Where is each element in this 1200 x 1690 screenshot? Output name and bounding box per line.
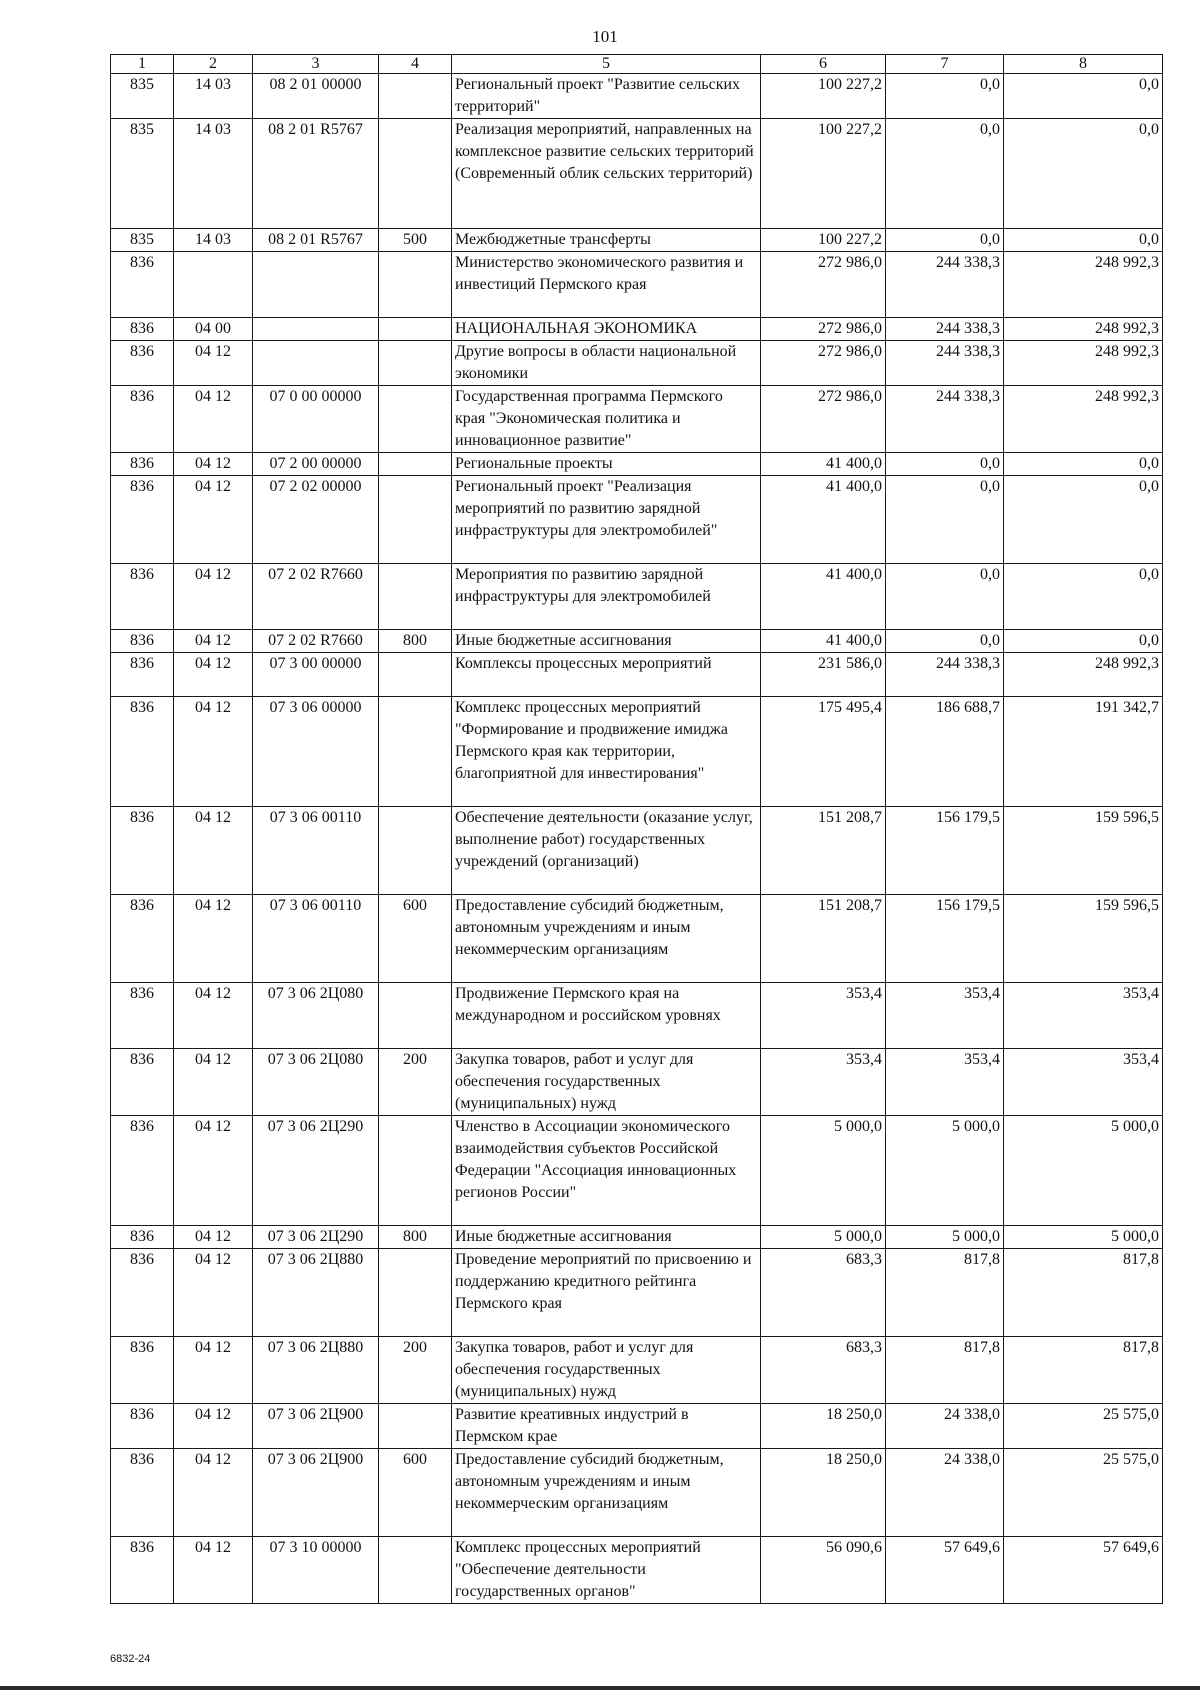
cell-amount-col6: 272 986,0 [761, 318, 886, 341]
table-row [111, 1249, 1163, 1337]
cell-description: Государственная программа Пермского края "Экономическая политика и инновационное развитие" [452, 386, 761, 453]
cell-amount-col7: 244 338,3 [886, 318, 1004, 341]
cell-target-article: 07 3 06 2Ц900 [253, 1404, 379, 1449]
table-row [111, 653, 1163, 697]
cell-section-code: 14 03 [174, 74, 253, 119]
cell-expense-type [379, 453, 452, 476]
cell-admin-code: 835 [111, 74, 174, 119]
cell-amount-col6: 41 400,0 [761, 453, 886, 476]
cell-expense-type [379, 1249, 452, 1337]
cell-amount-col6: 272 986,0 [761, 252, 886, 318]
cell-expense-type [379, 1116, 452, 1226]
table-body [111, 74, 1163, 1604]
cell-amount-col8: 0,0 [1004, 74, 1163, 119]
cell-expense-type [379, 74, 452, 119]
cell-description: Иные бюджетные ассигнования [452, 630, 761, 653]
cell-target-article: 07 3 06 2Ц080 [253, 983, 379, 1049]
cell-amount-col8: 159 596,5 [1004, 807, 1163, 895]
cell-admin-code: 836 [111, 252, 174, 318]
cell-target-article: 08 2 01 R5767 [253, 119, 379, 229]
column-header-3: 3 [253, 55, 379, 74]
table-row [111, 1404, 1163, 1449]
cell-amount-col7: 186 688,7 [886, 697, 1004, 807]
cell-amount-col8: 248 992,3 [1004, 318, 1163, 341]
cell-admin-code: 836 [111, 386, 174, 453]
cell-amount-col8: 5 000,0 [1004, 1226, 1163, 1249]
cell-description: Развитие креативных индустрий в Пермском крае [452, 1404, 761, 1449]
cell-amount-col7: 244 338,3 [886, 341, 1004, 386]
cell-amount-col6: 272 986,0 [761, 386, 886, 453]
cell-target-article: 07 2 00 00000 [253, 453, 379, 476]
cell-section-code: 04 12 [174, 630, 253, 653]
cell-amount-col6: 683,3 [761, 1337, 886, 1404]
cell-amount-col6: 151 208,7 [761, 807, 886, 895]
cell-target-article [253, 341, 379, 386]
cell-description: Закупка товаров, работ и услуг для обеспечения государственных (муниципальных) нужд [452, 1337, 761, 1404]
cell-expense-type [379, 476, 452, 564]
cell-admin-code: 836 [111, 1537, 174, 1604]
cell-amount-col6: 353,4 [761, 983, 886, 1049]
cell-amount-col7: 0,0 [886, 476, 1004, 564]
cell-admin-code: 836 [111, 341, 174, 386]
cell-amount-col7: 817,8 [886, 1249, 1004, 1337]
cell-amount-col6: 41 400,0 [761, 476, 886, 564]
cell-target-article: 07 3 06 00110 [253, 895, 379, 983]
cell-expense-type: 200 [379, 1337, 452, 1404]
cell-target-article: 07 3 06 2Ц080 [253, 1049, 379, 1116]
cell-expense-type [379, 252, 452, 318]
cell-amount-col7: 0,0 [886, 74, 1004, 119]
cell-description: Предоставление субсидий бюджетным, автономным учреждениям и иным некоммерческим организациям [452, 1449, 761, 1537]
cell-section-code [174, 252, 253, 318]
cell-admin-code: 836 [111, 1049, 174, 1116]
cell-admin-code: 836 [111, 697, 174, 807]
cell-section-code: 14 03 [174, 119, 253, 229]
cell-description: Комплексы процессных мероприятий [452, 653, 761, 697]
cell-amount-col8: 25 575,0 [1004, 1449, 1163, 1537]
cell-target-article: 07 3 06 00000 [253, 697, 379, 807]
cell-target-article: 07 3 06 2Ц290 [253, 1116, 379, 1226]
cell-amount-col6: 151 208,7 [761, 895, 886, 983]
cell-amount-col8: 5 000,0 [1004, 1116, 1163, 1226]
cell-description: Реализация мероприятий, направленных на комплексное развитие сельских территорий (Современный облик сельских территорий) [452, 119, 761, 229]
table-row [111, 1537, 1163, 1604]
table-header-row [111, 55, 1163, 74]
cell-admin-code: 836 [111, 895, 174, 983]
cell-admin-code: 836 [111, 1337, 174, 1404]
cell-description: Межбюджетные трансферты [452, 229, 761, 252]
cell-admin-code: 836 [111, 653, 174, 697]
cell-expense-type: 200 [379, 1049, 452, 1116]
column-header-5: 5 [452, 55, 761, 74]
form-code: 6832-24 [110, 1653, 151, 1665]
cell-amount-col8: 248 992,3 [1004, 341, 1163, 386]
cell-description: НАЦИОНАЛЬНАЯ ЭКОНОМИКА [452, 318, 761, 341]
cell-description: Комплекс процессных мероприятий "Обеспечение деятельности государственных органов" [452, 1537, 761, 1604]
table-row [111, 630, 1163, 653]
cell-description: Обеспечение деятельности (оказание услуг, выполнение работ) государственных учреждений (организаций) [452, 807, 761, 895]
cell-expense-type [379, 386, 452, 453]
cell-description: Членство в Ассоциации экономического взаимодействия субъектов Российской Федерации "Ассоциация инновационных регионов России" [452, 1116, 761, 1226]
cell-amount-col8: 817,8 [1004, 1249, 1163, 1337]
cell-admin-code: 835 [111, 119, 174, 229]
cell-amount-col6: 100 227,2 [761, 229, 886, 252]
cell-admin-code: 836 [111, 1226, 174, 1249]
table-row [111, 1337, 1163, 1404]
cell-expense-type [379, 564, 452, 630]
cell-amount-col7: 244 338,3 [886, 386, 1004, 453]
table-row [111, 252, 1163, 318]
cell-admin-code: 836 [111, 453, 174, 476]
cell-section-code: 04 12 [174, 386, 253, 453]
table-row [111, 453, 1163, 476]
cell-section-code: 04 12 [174, 453, 253, 476]
cell-description: Продвижение Пермского края на международном и российском уровнях [452, 983, 761, 1049]
cell-admin-code: 836 [111, 1249, 174, 1337]
cell-expense-type [379, 119, 452, 229]
cell-expense-type: 800 [379, 1226, 452, 1249]
cell-amount-col6: 5 000,0 [761, 1226, 886, 1249]
cell-expense-type: 600 [379, 1449, 452, 1537]
cell-amount-col7: 353,4 [886, 1049, 1004, 1116]
cell-description: Министерство экономического развития и инвестиций Пермского края [452, 252, 761, 318]
table-row [111, 1449, 1163, 1537]
cell-section-code: 04 12 [174, 1337, 253, 1404]
cell-amount-col7: 156 179,5 [886, 807, 1004, 895]
cell-expense-type: 500 [379, 229, 452, 252]
cell-target-article: 07 3 10 00000 [253, 1537, 379, 1604]
cell-amount-col6: 175 495,4 [761, 697, 886, 807]
cell-amount-col8: 191 342,7 [1004, 697, 1163, 807]
cell-target-article: 07 3 06 2Ц880 [253, 1337, 379, 1404]
cell-description: Предоставление субсидий бюджетным, автономным учреждениям и иным некоммерческим организациям [452, 895, 761, 983]
table-row [111, 229, 1163, 252]
cell-admin-code: 836 [111, 1404, 174, 1449]
cell-amount-col6: 41 400,0 [761, 630, 886, 653]
cell-expense-type [379, 697, 452, 807]
cell-amount-col7: 244 338,3 [886, 653, 1004, 697]
cell-amount-col7: 244 338,3 [886, 252, 1004, 318]
cell-target-article: 08 2 01 00000 [253, 74, 379, 119]
table-row [111, 386, 1163, 453]
cell-amount-col8: 159 596,5 [1004, 895, 1163, 983]
cell-amount-col7: 0,0 [886, 630, 1004, 653]
cell-description: Закупка товаров, работ и услуг для обеспечения государственных (муниципальных) нужд [452, 1049, 761, 1116]
scan-edge [0, 1686, 1200, 1690]
cell-admin-code: 836 [111, 476, 174, 564]
cell-section-code: 04 12 [174, 1537, 253, 1604]
cell-section-code: 04 12 [174, 476, 253, 564]
cell-target-article [253, 252, 379, 318]
cell-admin-code: 836 [111, 1116, 174, 1226]
cell-target-article: 07 3 06 2Ц880 [253, 1249, 379, 1337]
cell-amount-col7: 24 338,0 [886, 1449, 1004, 1537]
table-row [111, 807, 1163, 895]
table-row [111, 983, 1163, 1049]
cell-section-code: 04 12 [174, 1116, 253, 1226]
cell-amount-col6: 231 586,0 [761, 653, 886, 697]
cell-section-code: 04 12 [174, 341, 253, 386]
cell-amount-col7: 817,8 [886, 1337, 1004, 1404]
cell-amount-col7: 57 649,6 [886, 1537, 1004, 1604]
table-row [111, 895, 1163, 983]
cell-amount-col8: 248 992,3 [1004, 653, 1163, 697]
cell-section-code: 04 12 [174, 1049, 253, 1116]
table-row [111, 341, 1163, 386]
table-row [111, 1116, 1163, 1226]
cell-section-code: 04 12 [174, 807, 253, 895]
cell-expense-type: 800 [379, 630, 452, 653]
cell-section-code: 04 12 [174, 564, 253, 630]
cell-section-code: 04 12 [174, 1404, 253, 1449]
cell-section-code: 04 12 [174, 1226, 253, 1249]
cell-amount-col7: 0,0 [886, 453, 1004, 476]
table-row [111, 564, 1163, 630]
cell-expense-type [379, 1537, 452, 1604]
cell-target-article: 07 3 06 2Ц900 [253, 1449, 379, 1537]
cell-admin-code: 836 [111, 1449, 174, 1537]
cell-amount-col8: 248 992,3 [1004, 386, 1163, 453]
cell-amount-col6: 100 227,2 [761, 74, 886, 119]
cell-amount-col6: 41 400,0 [761, 564, 886, 630]
cell-target-article: 07 2 02 R7660 [253, 630, 379, 653]
column-header-6: 6 [761, 55, 886, 74]
cell-expense-type [379, 318, 452, 341]
column-header-8: 8 [1004, 55, 1163, 74]
table-row [111, 318, 1163, 341]
cell-amount-col8: 0,0 [1004, 229, 1163, 252]
cell-expense-type [379, 1404, 452, 1449]
table-row [111, 1226, 1163, 1249]
cell-amount-col7: 0,0 [886, 564, 1004, 630]
cell-description: Другие вопросы в области национальной экономики [452, 341, 761, 386]
table-row [111, 697, 1163, 807]
table-row [111, 119, 1163, 229]
page-number: 101 [592, 27, 618, 46]
table-row [111, 74, 1163, 119]
cell-amount-col8: 25 575,0 [1004, 1404, 1163, 1449]
cell-amount-col7: 0,0 [886, 229, 1004, 252]
cell-description: Региональные проекты [452, 453, 761, 476]
cell-expense-type [379, 983, 452, 1049]
cell-description: Иные бюджетные ассигнования [452, 1226, 761, 1249]
cell-amount-col7: 0,0 [886, 119, 1004, 229]
column-header-7: 7 [886, 55, 1004, 74]
cell-amount-col6: 100 227,2 [761, 119, 886, 229]
cell-amount-col8: 353,4 [1004, 1049, 1163, 1116]
cell-description: Мероприятия по развитию зарядной инфраструктуры для электромобилей [452, 564, 761, 630]
cell-admin-code: 836 [111, 983, 174, 1049]
cell-expense-type: 600 [379, 895, 452, 983]
cell-description: Региональный проект "Реализация мероприятий по развитию зарядной инфраструктуры для электромобилей" [452, 476, 761, 564]
cell-amount-col6: 683,3 [761, 1249, 886, 1337]
cell-section-code: 04 12 [174, 983, 253, 1049]
cell-admin-code: 836 [111, 807, 174, 895]
cell-admin-code: 835 [111, 229, 174, 252]
cell-amount-col8: 0,0 [1004, 564, 1163, 630]
cell-description: Комплекс процессных мероприятий "Формирование и продвижение имиджа Пермского края как территории, благоприятной для инвестирования" [452, 697, 761, 807]
cell-expense-type [379, 341, 452, 386]
cell-target-article: 07 2 02 R7660 [253, 564, 379, 630]
cell-description: Региональный проект "Развитие сельских территорий" [452, 74, 761, 119]
cell-amount-col6: 18 250,0 [761, 1404, 886, 1449]
cell-section-code: 04 00 [174, 318, 253, 341]
cell-amount-col8: 248 992,3 [1004, 252, 1163, 318]
cell-amount-col8: 57 649,6 [1004, 1537, 1163, 1604]
cell-target-article: 07 3 06 2Ц290 [253, 1226, 379, 1249]
cell-target-article: 07 3 06 00110 [253, 807, 379, 895]
cell-section-code: 04 12 [174, 1449, 253, 1537]
cell-amount-col7: 156 179,5 [886, 895, 1004, 983]
cell-amount-col6: 353,4 [761, 1049, 886, 1116]
cell-section-code: 04 12 [174, 653, 253, 697]
cell-section-code: 14 03 [174, 229, 253, 252]
column-header-2: 2 [174, 55, 253, 74]
table-row [111, 476, 1163, 564]
cell-amount-col8: 0,0 [1004, 453, 1163, 476]
cell-amount-col8: 0,0 [1004, 119, 1163, 229]
cell-section-code: 04 12 [174, 1249, 253, 1337]
cell-amount-col8: 353,4 [1004, 983, 1163, 1049]
cell-section-code: 04 12 [174, 697, 253, 807]
cell-amount-col7: 24 338,0 [886, 1404, 1004, 1449]
cell-admin-code: 836 [111, 630, 174, 653]
cell-amount-col7: 353,4 [886, 983, 1004, 1049]
cell-section-code: 04 12 [174, 895, 253, 983]
cell-admin-code: 836 [111, 564, 174, 630]
cell-target-article: 07 2 02 00000 [253, 476, 379, 564]
cell-expense-type [379, 807, 452, 895]
cell-amount-col6: 272 986,0 [761, 341, 886, 386]
cell-expense-type [379, 653, 452, 697]
cell-amount-col6: 56 090,6 [761, 1537, 886, 1604]
cell-amount-col7: 5 000,0 [886, 1116, 1004, 1226]
cell-target-article: 08 2 01 R5767 [253, 229, 379, 252]
cell-amount-col6: 5 000,0 [761, 1116, 886, 1226]
column-header-1: 1 [111, 55, 174, 74]
cell-target-article [253, 318, 379, 341]
cell-target-article: 07 3 00 00000 [253, 653, 379, 697]
cell-description: Проведение мероприятий по присвоению и поддержанию кредитного рейтинга Пермского края [452, 1249, 761, 1337]
cell-amount-col6: 18 250,0 [761, 1449, 886, 1537]
cell-amount-col8: 817,8 [1004, 1337, 1163, 1404]
column-header-4: 4 [379, 55, 452, 74]
cell-amount-col8: 0,0 [1004, 476, 1163, 564]
cell-admin-code: 836 [111, 318, 174, 341]
cell-target-article: 07 0 00 00000 [253, 386, 379, 453]
cell-amount-col7: 5 000,0 [886, 1226, 1004, 1249]
cell-amount-col8: 0,0 [1004, 630, 1163, 653]
table-row [111, 1049, 1163, 1116]
budget-table [110, 54, 1163, 1604]
